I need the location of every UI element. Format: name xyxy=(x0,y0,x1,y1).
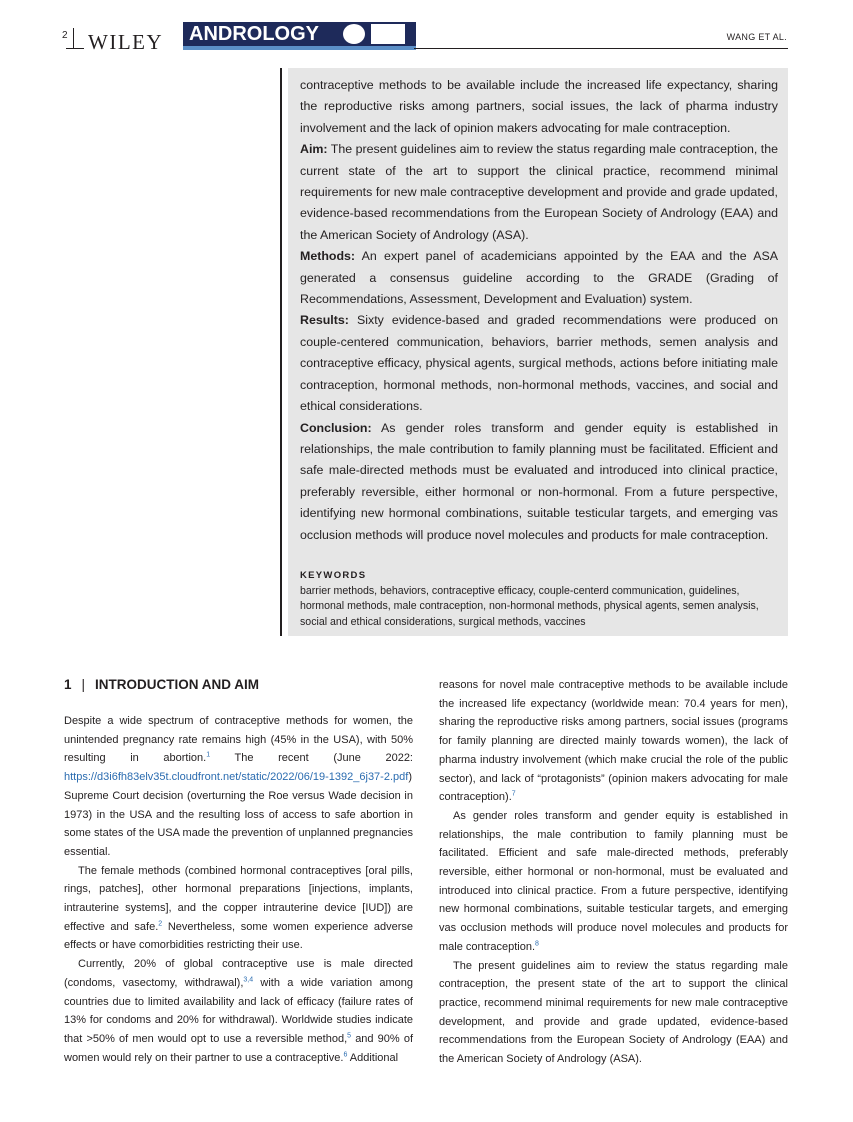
text-run: The recent (June 2022: xyxy=(210,752,413,765)
section-title: INTRODUCTION AND AIM xyxy=(95,677,260,692)
text-run: The present guidelines aim to review the status regarding male contraception, the present state of the art to support the clinical practice, recommend minimal requirements for new male contraceptive development, and provide and grade updated, evidence-based recommendations from the European Society of Andrology (EAA) and the American Society of Andrology (ASA). xyxy=(439,959,788,1066)
paragraph xyxy=(439,957,788,1069)
paragraph xyxy=(300,418,778,546)
text-run: As gender roles transform and gender equity is established in relationships, the male contribution to family planning must be facilitated. Efficient and safe male-directed methods, preferably reversible, either hormonal or non-hormonal, must be evaluated and introduced into clinical practice. From a future perspective, identifying new hormonal combinations, suitable testicular targets, and emerging vas occlusion methods will produce novel molecules and products for male contraception. xyxy=(439,809,788,953)
run-in-heading: Methods: xyxy=(300,249,356,264)
paragraph xyxy=(300,246,778,310)
text-run: Sixty evidence-based and graded recommendations were produced on couple-centered communication, behaviors, barrier methods, semen analysis and contraceptive efficacy, physical agents, surgical methods, actions before initiating male contraception, hormonal methods, non-hormonal methods, vaccines, and social and ethical considerations. xyxy=(300,313,778,414)
keywords-list: barrier methods, behaviors, contraceptive efficacy, couple-centerd communication, guidelines, hormonal methods, male contraception, non-hormonal methods, physical agents, semen analysis, social and ethical considerations, surgical methods, vaccines xyxy=(300,584,759,628)
text-run: and 90% of women would rely on their partner to use a contraceptive. xyxy=(64,1032,413,1064)
citation-link[interactable]: 8 xyxy=(535,940,539,948)
text-run: with a wide variation among countries due to limited availability and lack of efficacy (failure rates of 13% for condoms and 20% for withdrawal). Worldwide studies indicate that >50% of men would opt to use a reversible method, xyxy=(64,976,413,1045)
header-rule xyxy=(414,48,788,49)
text-run: ) Supreme Court decision (overturning the Roe versus Wade decision in 1973) in the USA and the resulting loss of access to safe abortion in some states of the USA made the prevention of unplanned pregnancies essential. xyxy=(64,771,413,858)
running-head: WANG ET AL. xyxy=(726,32,787,42)
left-column xyxy=(64,676,413,1067)
url-link[interactable]: https://d3i6fh83elv35t.cloudfront.net/static/2022/06/19-1392_6j37-2.pdf xyxy=(64,771,409,784)
citation-link[interactable]: 7 xyxy=(511,790,516,798)
text-run: contraceptive methods to be available include the increased life expectancy, sharing the reproductive risks among partners, social issues, the lack of pharma industry involvement and the lack of opinion makers advocating for male contraception. xyxy=(300,78,778,135)
text-run: An expert panel of academicians appointed by the EAA and the ASA generated a consensus guideline according to the GRADE (Grading of Recommendations, Assessment, Development and Evaluation) system. xyxy=(300,249,778,307)
divider xyxy=(73,28,74,48)
paragraph xyxy=(439,807,788,957)
text-run: The female methods (combined hormonal contraceptives [oral pills, rings, patches], other hormonal preparations [injections, implants, intrauterine systems], and the copper intrauterine device [IUD]) are effective and safe. xyxy=(64,864,413,933)
paragraph xyxy=(64,862,413,956)
paragraph xyxy=(64,712,413,862)
paragraph xyxy=(300,310,778,417)
text-run: Additional xyxy=(347,1051,399,1064)
journal-banner xyxy=(183,22,416,50)
section-separator: | xyxy=(81,677,86,692)
citation-link[interactable]: 5 xyxy=(347,1032,352,1040)
abstract-text xyxy=(300,75,778,546)
keywords xyxy=(300,568,778,630)
paragraph xyxy=(64,955,413,1067)
text-run: The present guidelines aim to review the status regarding male contraception, the current state of the art to support the clinical practice, recommend minimal requirements for new male contraceptive development and provide and grade updated, evidence-based recommendations from the European Society of Andrology (EAA) and the American Society of Andrology (ASA). xyxy=(300,142,778,242)
left-column-body xyxy=(64,712,413,1067)
paragraph xyxy=(439,676,788,807)
paragraph xyxy=(300,139,778,246)
journal-title: ANDROLOGY xyxy=(189,23,319,45)
text-run: Despite a wide spectrum of contraceptive methods for women, the unintended pregnancy rate remains high (45% in the USA), with 50% resulting in abortion. xyxy=(64,715,413,765)
publisher-logo: WILEY xyxy=(88,30,164,54)
text-run: Nevertheless, some women experience adverse effects or have comorbidities restricting their use. xyxy=(64,920,413,952)
text-run: As gender roles transform and gender equity is established in relationships, the male contribution to family planning must be facilitated. Efficient and safe male-directed methods must be evaluated and introduced into clinical practice, preferably reversible, either hormonal or non-hormonal. From a future perspective, identifying new hormonal combinations, suitable testicular targets, and emerging vas occlusion methods will produce novel molecules and products for male contraception. xyxy=(300,420,778,542)
abstract-rule xyxy=(280,68,282,636)
keywords-heading: KEYWORDS xyxy=(300,570,367,581)
paragraph xyxy=(300,75,778,139)
citation-link[interactable]: 6 xyxy=(343,1051,348,1058)
section-number: 1 xyxy=(64,677,72,692)
text-run: Currently, 20% of global contraceptive use is male directed (condoms, vasectomy, withdrawal), xyxy=(64,958,413,989)
divider xyxy=(66,48,84,49)
run-in-heading: Aim: xyxy=(300,142,328,157)
right-column xyxy=(439,676,788,1069)
citation-link[interactable]: 3,4 xyxy=(243,976,254,984)
asa-logo-icon xyxy=(343,24,365,44)
page-number: 2 xyxy=(62,30,68,41)
run-in-heading: Conclusion: xyxy=(300,420,372,435)
eaa-logo-icon xyxy=(371,24,405,44)
text-run: reasons for novel male contraceptive methods to be available include the increased life expectancy (worldwide mean: 70.4 years for men), sharing the reproductive risks among partners, social issues (programs for family planning are directed mainly towards women), the lack of pharma industry involvement (which make crucial the role of the public sector), and lack of “protagonists” (opinion makers advocating for male contraception). xyxy=(439,679,788,804)
citation-link[interactable]: 2 xyxy=(158,920,163,928)
section-heading xyxy=(64,676,413,694)
citation-link[interactable]: 1 xyxy=(206,751,211,759)
abstract-box xyxy=(288,68,788,636)
run-in-heading: Results: xyxy=(300,313,349,328)
